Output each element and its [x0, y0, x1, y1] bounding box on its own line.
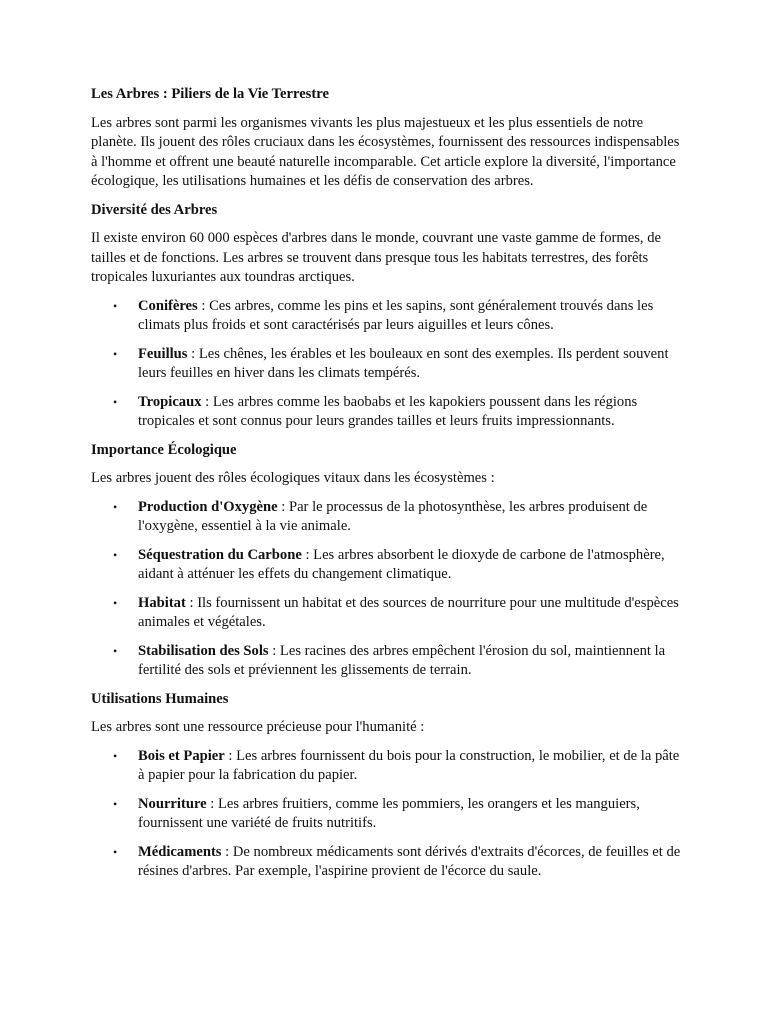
bullet-icon: •	[113, 547, 118, 562]
list-item	[91, 345, 681, 384]
bullet-icon: •	[113, 748, 118, 763]
list-item-term: Tropicaux	[138, 393, 202, 410]
list-item	[91, 642, 681, 681]
bullet-icon: •	[113, 796, 118, 811]
bullet-list-utilisations	[91, 747, 681, 882]
list-item-text: : Les arbres fournissent du bois pour la construction, le mobilier, et de la pâte à papier pour la fabrication du papier.	[138, 747, 680, 783]
list-item-text: : Les chênes, les érables et les bouleaux en sont des exemples. Ils perdent souvent leurs feuilles en hiver dans les climats tempérés.	[138, 345, 669, 381]
document-page	[91, 85, 681, 891]
bullet-list-diversite	[91, 297, 681, 432]
list-item-text: : De nombreux médicaments sont dérivés d'extraits d'écorces, de feuilles et de résines d'arbres. Par exemple, l'aspirine provient de l'écorce du saule.	[138, 843, 681, 879]
list-item-term: Nourriture	[138, 795, 207, 812]
list-item-term: Habitat	[138, 594, 186, 611]
list-item-text: : Les arbres comme les baobabs et les kapokiers poussent dans les régions tropicales et sont connus pour leurs grandes tailles et leurs fruits impressionnants.	[138, 393, 638, 429]
list-item-text: : Les arbres absorbent le dioxyde de carbone de l'atmosphère, aidant à atténuer les effets du changement climatique.	[138, 546, 665, 582]
list-item-term: Bois et Papier	[138, 747, 225, 764]
bullet-icon: •	[113, 499, 118, 514]
list-item	[91, 594, 681, 633]
list-item-text: : Les racines des arbres empêchent l'érosion du sol, maintiennent la fertilité des sols et préviennent les glissements de terrain.	[138, 642, 666, 678]
section-heading-utilisations: Utilisations Humaines	[91, 690, 229, 707]
list-item-text: : Ces arbres, comme les pins et les sapins, sont généralement trouvés dans les climats plus froids et sont caractérisés par leurs aiguilles et leurs cônes.	[138, 297, 654, 333]
bullet-icon: •	[113, 394, 118, 409]
list-item	[91, 498, 681, 537]
list-item-term: Séquestration du Carbone	[138, 546, 302, 563]
document-title: Les Arbres : Piliers de la Vie Terrestre	[91, 86, 329, 102]
list-item	[91, 747, 681, 786]
list-item-term: Médicaments	[138, 843, 222, 860]
list-item-term: Feuillus	[138, 345, 188, 362]
section-heading-importance: Importance Écologique	[91, 441, 237, 458]
bullet-icon: •	[113, 643, 118, 658]
list-item	[91, 393, 681, 432]
list-item-text: : Par le processus de la photosynthèse, les arbres produisent de l'oxygène, essentiel à la vie animale.	[138, 498, 648, 534]
section-heading-diversite: Diversité des Arbres	[91, 201, 218, 218]
list-item-term: Stabilisation des Sols	[138, 642, 269, 659]
list-item-text: : Les arbres fruitiers, comme les pommiers, les orangers et les manguiers, fournissent une variété de fruits nutritifs.	[138, 795, 640, 831]
list-item-text: : Ils fournissent un habitat et des sources de nourriture pour une multitude d'espèces animales et végétales.	[138, 594, 679, 630]
bullet-icon: •	[113, 298, 118, 313]
list-item	[91, 546, 681, 585]
bullet-icon: •	[113, 844, 118, 859]
list-item-term: Conifères	[138, 297, 198, 314]
list-item	[91, 843, 681, 882]
list-item	[91, 795, 681, 834]
bullet-icon: •	[113, 346, 118, 361]
list-item	[91, 297, 681, 336]
section-paragraph-importance: Les arbres jouent des rôles écologiques vitaux dans les écosystèmes :	[91, 470, 495, 486]
list-item-term: Production d'Oxygène	[138, 498, 278, 515]
bullet-icon: •	[113, 595, 118, 610]
bullet-list-importance	[91, 498, 681, 681]
section-paragraph-utilisations: Les arbres sont une ressource précieuse pour l'humanité :	[91, 719, 425, 735]
section-paragraph-diversite: Il existe environ 60 000 espèces d'arbres dans le monde, couvrant une vaste gamme de formes, de tailles et de fonctions. Les arbres se trouvent dans presque tous les habitats terrestres, des forêts tropicales luxuriantes aux toundras arctiques.	[91, 230, 661, 285]
intro-paragraph: Les arbres sont parmi les organismes vivants les plus majestueux et les plus essentiels de notre planète. Ils jouent des rôles cruciaux dans les écosystèmes, fournissent des ressources indispensables à l'homme et offrent une beauté naturelle incomparable. Cet article explore la diversité, l'importance écologique, les utilisations humaines et les défis de conservation des arbres.	[91, 114, 680, 189]
